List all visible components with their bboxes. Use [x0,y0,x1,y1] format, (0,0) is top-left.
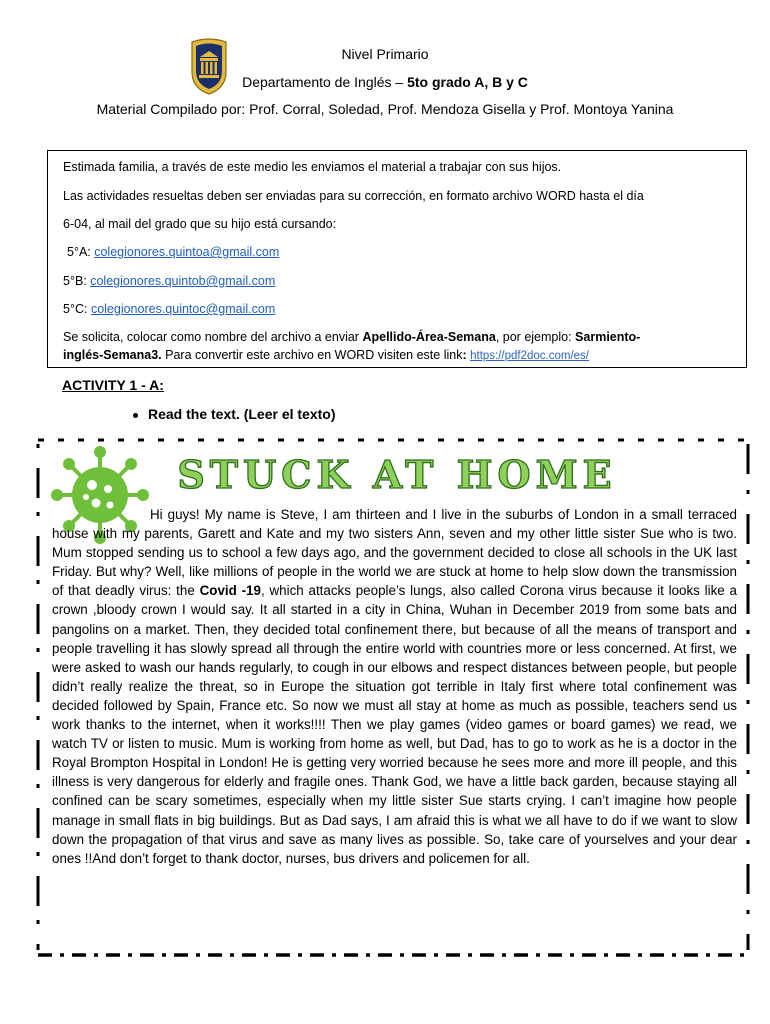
notice-filename-line2: inglés-Semana3. Para convertir este archivo en WORD visiten este link: https://pdf2doc.com/es/ [63,348,590,362]
notice-filename-line1: Se solicita, colocar como nombre del archivo a enviar Apellido-Área-Semana, por ejemplo: Sarmiento- [63,330,641,344]
email-5a: 5°A: colegionores.quintoa@gmail.com [67,245,280,259]
story-title-wordart [177,449,617,499]
bullet-icon [133,413,138,418]
email-link-5c[interactable]: colegionores.quintoc@gmail.com [90,302,276,316]
notice-box [47,150,747,368]
email-link-5a[interactable]: colegionores.quintoa@gmail.com [94,245,280,259]
activity-title: ACTIVITY 1 - A: [62,377,164,393]
header-compiled-by: Material Compilado por: Prof. Corral, Soledad, Prof. Mendoza Gisella y Prof. Montoya Yanina [96,101,674,117]
header-level: Nivel Primario [341,46,429,62]
activity-instruction: Read the text. (Leer el texto) [133,406,336,422]
email-5b: 5°B: colegionores.quintob@gmail.com [63,274,276,288]
pdf2doc-link[interactable]: https://pdf2doc.com/es/ [470,350,590,362]
header-department: Departamento de Inglés – 5to grado A, B y C [242,74,528,90]
story-text: Hi guys! My name is Steve, I am thirteen and I live in the suburbs of London in a small terraced house with my parents, Garett and Kate and my two sisters Ann, seven and my other little sister Sue who is two. Mum stopped sending us to school a few days ago, and the government decided to close all schools in the UK last Friday. But why? Well, like millions of people in the world we are stuck at home to help slow down the transmission of that deadly virus: the Covid -19, which attacks people’s lungs, also called Corona virus because it looks like a crown ,bloody crown I would say. It all started in a city in China, Wuhan in December 2019 from some bats and pangolins on a market. Then, they decided total confinement there, but because of all the means of transport and people travelling it has slowly spread all through the entire world with countries more or less concerned. At first, we were asked to wash our hands regularly, to cough in our elbows and respect distances between people, but people didn’t really realize the threat, so in Europe the situation got terrible in Italy first where total confinement was decided followed by Spain, France etc. So now we must all stay at home as much as possible, teachers send us work thanks to the internet, when it works!!!! Then we play games (video games or board games) we read, we watch TV or listen to music. Mum is working from home as well, but Dad, has to go to work as he is a doctor in the Royal Brompton Hospital in London! He is getting very worried because he sees more and more ill people, and this illness is very dangerous for elderly and fragile ones. Thank God, we have a little back garden, because staying all confined can be scary sometimes, especially when my little sister Sue starts crying. I can’t imagine how people manage in small flats in big buildings. But as Dad says, I am afraid this is what we all have to do if we want to slow down the propagation of that virus and save as many lives as possible. So, take care of yourselves and your dear ones !!And don’t forget to thank doctor, nurses, bus drivers and policemen for all. [52,507,737,866]
notice-instructions: Las actividades resueltas deben ser enviadas para su corrección, en formato archivo WORD hasta el día [63,189,644,203]
email-link-5b[interactable]: colegionores.quintob@gmail.com [90,274,276,288]
covid-highlight: Covid -19 [199,583,261,599]
wordart-text: STUCK AT HOME [177,452,617,497]
email-5c: 5°C: colegionores.quintoc@gmail.com [63,302,276,316]
notice-greeting: Estimada familia, a través de este medio les enviamos el material a trabajar con sus hijos. [63,160,562,174]
notice-deadline: 6-04, al mail del grado que su hijo está cursando: [63,217,337,231]
